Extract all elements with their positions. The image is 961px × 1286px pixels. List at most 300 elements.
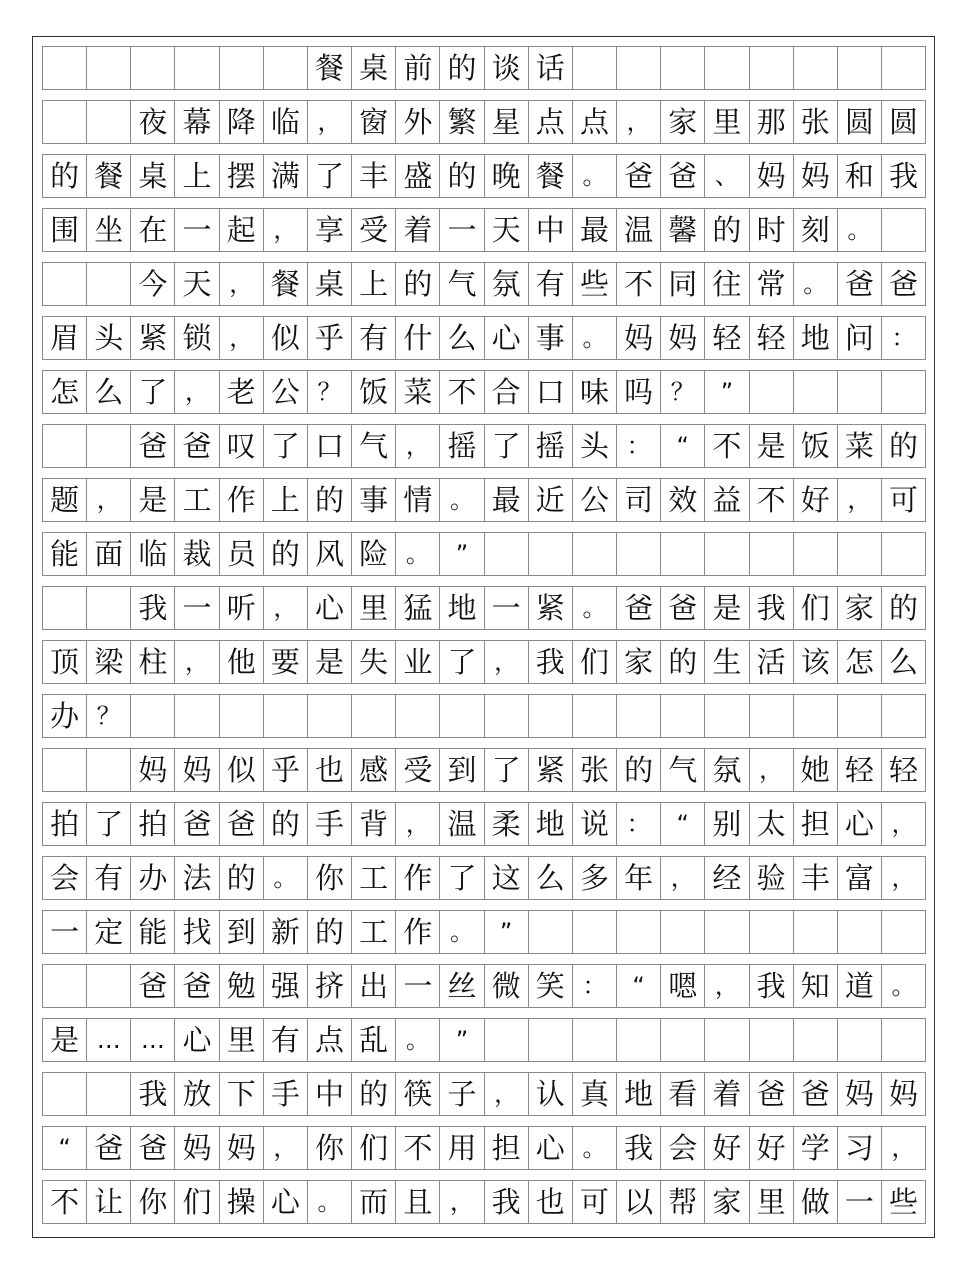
grid-cell: 。 [264,857,308,899]
grid-cell: 口 [308,425,352,467]
grid-cell: 法 [175,857,219,899]
grid-cell: 紧 [529,587,573,629]
grid-cell: 了 [440,857,484,899]
text-row [42,208,926,252]
grid-cell: 。 [440,479,484,521]
grid-cell: 最 [485,479,529,521]
grid-cell: 是 [750,425,794,467]
grid-cell: 我 [485,1181,529,1223]
grid-cell: 圆 [882,101,926,143]
grid-cell [794,911,838,953]
grid-cell [43,47,87,89]
grid-cell [794,533,838,575]
grid-cell [838,1019,882,1061]
text-row [42,154,926,198]
grid-cell: 而 [352,1181,396,1223]
text-row [42,1180,926,1224]
grid-cell: 。 [573,1127,617,1169]
grid-cell: 可 [573,1181,617,1223]
grid-cell: 妈 [882,1073,926,1115]
grid-cell: 妈 [175,1127,219,1169]
grid-cell [529,911,573,953]
grid-cell: 地 [440,587,484,629]
grid-cell: 会 [661,1127,705,1169]
grid-cell [750,1019,794,1061]
grid-cell: ， [220,317,264,359]
grid-cell [43,965,87,1007]
grid-cell [661,1019,705,1061]
grid-cell [882,209,926,251]
grid-cell [882,1019,926,1061]
grid-cell: 乎 [308,317,352,359]
grid-cell: ？ [661,371,705,413]
grid-cell: 一 [175,209,219,251]
grid-cell [264,47,308,89]
grid-cell: 手 [308,803,352,845]
grid-cell [838,371,882,413]
grid-cell: 丰 [794,857,838,899]
text-row [42,802,926,846]
grid-cell: 丝 [440,965,484,1007]
grid-cell: 里 [220,1019,264,1061]
grid-cell [838,911,882,953]
grid-cell: 有 [264,1019,308,1061]
grid-cell: 。 [794,263,838,305]
grid-cell [485,1019,529,1061]
grid-cell [573,47,617,89]
grid-cell: 菜 [838,425,882,467]
grid-cell: ， [750,749,794,791]
grid-cell: ： [617,425,661,467]
grid-cell: 找 [175,911,219,953]
grid-cell: ， [175,371,219,413]
grid-cell: 。 [838,209,882,251]
grid-cell: 妈 [750,155,794,197]
grid-cell [43,587,87,629]
grid-cell: 不 [750,479,794,521]
grid-cell [750,695,794,737]
grid-cell: 气 [661,749,705,791]
grid-cell: 柱 [131,641,175,683]
grid-cell: 看 [661,1073,705,1115]
grid-cell: 一 [485,587,529,629]
grid-cell [661,47,705,89]
grid-cell: 办 [131,857,175,899]
grid-cell: 心 [308,587,352,629]
grid-cell: ， [175,641,219,683]
grid-cell: 做 [794,1181,838,1223]
grid-cell: 上 [352,263,396,305]
grid-cell: 合 [485,371,529,413]
grid-cell: 活 [750,641,794,683]
grid-cell: 习 [838,1127,882,1169]
grid-cell [573,911,617,953]
grid-cell: 年 [617,857,661,899]
grid-cell [794,695,838,737]
grid-cell: 且 [396,1181,440,1223]
grid-cell: 乎 [264,749,308,791]
grid-cell [794,1019,838,1061]
grid-cell: 以 [617,1181,661,1223]
grid-cell: 作 [396,911,440,953]
grid-cell: 地 [529,803,573,845]
grid-cell [87,965,131,1007]
grid-cell [750,911,794,953]
grid-cell [175,695,219,737]
text-row [42,316,926,360]
grid-cell: 口 [529,371,573,413]
grid-cell: 妈 [175,749,219,791]
grid-cell: 这 [485,857,529,899]
grid-cell: 了 [485,425,529,467]
grid-cell: 的 [308,479,352,521]
grid-cell [485,533,529,575]
grid-cell: 效 [661,479,705,521]
grid-cell: ： [617,803,661,845]
grid-cell: ” [440,533,484,575]
grid-cell: 了 [131,371,175,413]
text-row [42,478,926,522]
grid-cell: 一 [440,209,484,251]
grid-cell: 轻 [882,749,926,791]
grid-cell: 享 [308,209,352,251]
text-row [42,370,926,414]
grid-cell: 么 [440,317,484,359]
grid-cell: 饭 [794,425,838,467]
grid-cell: 拍 [131,803,175,845]
grid-cell: 刻 [794,209,838,251]
grid-cell: 我 [617,1127,661,1169]
grid-cell: 不 [617,263,661,305]
grid-cell: 益 [705,479,749,521]
grid-cell: 多 [573,857,617,899]
grid-cell: 感 [352,749,396,791]
grid-cell: 心 [838,803,882,845]
grid-cell: 心 [264,1181,308,1223]
grid-cell: … [131,1019,175,1061]
grid-cell: 梁 [87,641,131,683]
grid-cell: 太 [750,803,794,845]
grid-cell: 轻 [705,317,749,359]
grid-cell: 地 [617,1073,661,1115]
grid-cell: 张 [573,749,617,791]
text-row [42,964,926,1008]
grid-cell: 妈 [220,1127,264,1169]
grid-cell: 强 [264,965,308,1007]
grid-cell: 摇 [440,425,484,467]
grid-cell [617,911,661,953]
grid-cell: ： [882,317,926,359]
grid-cell: 话 [529,47,573,89]
grid-cell [87,587,131,629]
grid-cell: 爸 [131,425,175,467]
grid-cell [838,533,882,575]
grid-cell: 的 [43,155,87,197]
text-row [42,424,926,468]
grid-cell: 怎 [838,641,882,683]
grid-cell: 放 [175,1073,219,1115]
grid-cell: 叹 [220,425,264,467]
grid-cell: 味 [573,371,617,413]
grid-cell: 你 [131,1181,175,1223]
grid-cell: 险 [352,533,396,575]
grid-cell: “ [661,803,705,845]
grid-cell: 我 [882,155,926,197]
grid-cell: 张 [794,101,838,143]
grid-cell: 到 [440,749,484,791]
grid-cell: 可 [882,479,926,521]
text-row [42,586,926,630]
grid-cell: 中 [529,209,573,251]
grid-cell: 爸 [794,1073,838,1115]
grid-cell: 时 [750,209,794,251]
grid-cell: 心 [529,1127,573,1169]
grid-cell: 那 [750,101,794,143]
grid-cell: 餐 [308,47,352,89]
grid-cell: 在 [131,209,175,251]
grid-cell: 家 [617,641,661,683]
grid-cell [87,749,131,791]
grid-cell: 一 [838,1181,882,1223]
grid-cell: 司 [617,479,661,521]
grid-cell [87,101,131,143]
grid-cell: 爸 [131,965,175,1007]
grid-cell: 爸 [175,965,219,1007]
grid-cell: 的 [617,749,661,791]
grid-cell: ， [264,587,308,629]
grid-cell: 员 [220,533,264,575]
grid-cell [220,695,264,737]
grid-cell: 轻 [750,317,794,359]
grid-cell [43,101,87,143]
grid-cell: 饭 [352,371,396,413]
grid-cell [396,695,440,737]
grid-cell: 微 [485,965,529,1007]
grid-cell [131,695,175,737]
grid-cell: 点 [529,101,573,143]
grid-cell: 。 [573,587,617,629]
grid-cell: 里 [705,101,749,143]
grid-cell: 菜 [396,371,440,413]
grid-cell: ， [264,1127,308,1169]
grid-cell [705,911,749,953]
grid-cell: 担 [794,803,838,845]
grid-cell: 爸 [617,587,661,629]
grid-cell [705,695,749,737]
grid-cell: 我 [131,587,175,629]
grid-cell: 子 [440,1073,484,1115]
grid-cell: 笑 [529,965,573,1007]
grid-cell: 有 [529,263,573,305]
grid-cell: 操 [220,1181,264,1223]
grid-cell: ， [661,857,705,899]
grid-cell: 的 [440,155,484,197]
grid-cell: 气 [440,263,484,305]
grid-cell [794,47,838,89]
grid-cell: 的 [882,425,926,467]
grid-cell: 别 [705,803,749,845]
grid-cell: 似 [220,749,264,791]
grid-cell: 她 [794,749,838,791]
grid-cell: 学 [794,1127,838,1169]
grid-cell [264,695,308,737]
grid-cell: ？ [308,371,352,413]
grid-cell: 下 [220,1073,264,1115]
grid-cell [308,695,352,737]
grid-cell [794,371,838,413]
grid-cell: 让 [87,1181,131,1223]
grid-cell: 的 [661,641,705,683]
grid-cell: ， [838,479,882,521]
grid-cell: 了 [87,803,131,845]
grid-cell: 用 [440,1127,484,1169]
grid-cell: 。 [396,533,440,575]
grid-cell [87,47,131,89]
grid-cell: 家 [705,1181,749,1223]
grid-cell: 不 [396,1127,440,1169]
grid-cell: ， [882,1127,926,1169]
grid-cell: 们 [794,587,838,629]
grid-cell: 同 [661,263,705,305]
grid-cell: 气 [352,425,396,467]
grid-cell: … [87,1019,131,1061]
grid-cell: 能 [43,533,87,575]
grid-cell: 的 [220,857,264,899]
grid-cell [220,47,264,89]
grid-cell: 不 [43,1181,87,1223]
grid-cell: 的 [264,533,308,575]
manuscript-grid [42,46,926,1234]
grid-cell: ” [705,371,749,413]
grid-cell: 夜 [131,101,175,143]
grid-cell: 受 [352,209,396,251]
grid-cell: “ [617,965,661,1007]
grid-cell: 桌 [131,155,175,197]
grid-cell: ， [882,857,926,899]
grid-cell [617,533,661,575]
grid-cell: 作 [396,857,440,899]
grid-cell: 一 [43,911,87,953]
grid-cell: 家 [838,587,882,629]
grid-cell: 听 [220,587,264,629]
grid-cell: 什 [396,317,440,359]
grid-cell: 一 [396,965,440,1007]
grid-cell [661,533,705,575]
text-row [42,1072,926,1116]
grid-cell: 乱 [352,1019,396,1061]
grid-cell [529,1019,573,1061]
grid-cell: 一 [175,587,219,629]
grid-cell: 点 [308,1019,352,1061]
grid-cell: 幕 [175,101,219,143]
grid-cell: 摆 [220,155,264,197]
grid-cell: 着 [705,1073,749,1115]
grid-cell [573,1019,617,1061]
grid-cell: 我 [529,641,573,683]
grid-cell [882,695,926,737]
grid-cell: 顶 [43,641,87,683]
grid-cell [661,695,705,737]
text-row [42,100,926,144]
grid-cell: 筷 [396,1073,440,1115]
grid-cell [529,695,573,737]
grid-cell [882,47,926,89]
text-row [42,856,926,900]
grid-cell: ， [308,101,352,143]
grid-cell: ： [573,965,617,1007]
grid-cell: 风 [308,533,352,575]
grid-cell [43,1073,87,1115]
grid-cell: 道 [838,965,882,1007]
grid-cell: 心 [175,1019,219,1061]
grid-cell: 到 [220,911,264,953]
grid-cell: 题 [43,479,87,521]
grid-cell: 嗯 [661,965,705,1007]
grid-cell: 妈 [794,155,838,197]
grid-cell: 往 [705,263,749,305]
grid-cell [617,695,661,737]
grid-cell [43,263,87,305]
grid-cell: 挤 [308,965,352,1007]
grid-cell: 吗 [617,371,661,413]
grid-cell: 爸 [838,263,882,305]
grid-cell: “ [43,1127,87,1169]
grid-cell: 该 [794,641,838,683]
grid-cell: 地 [794,317,838,359]
grid-cell: 真 [573,1073,617,1115]
grid-cell: 们 [573,641,617,683]
grid-cell: 的 [705,209,749,251]
grid-cell: 受 [396,749,440,791]
grid-cell: 我 [750,587,794,629]
grid-cell: 些 [882,1181,926,1223]
grid-cell: 会 [43,857,87,899]
grid-cell: 今 [131,263,175,305]
grid-cell: 紧 [529,749,573,791]
grid-cell: 的 [308,911,352,953]
grid-cell [882,533,926,575]
grid-cell: 。 [573,317,617,359]
grid-cell [352,695,396,737]
grid-cell: 近 [529,479,573,521]
grid-cell: 背 [352,803,396,845]
grid-cell: 着 [396,209,440,251]
grid-cell: 说 [573,803,617,845]
grid-cell: ， [440,1181,484,1223]
grid-cell: ， [396,425,440,467]
grid-cell: 验 [750,857,794,899]
grid-cell: 前 [396,47,440,89]
grid-cell: 温 [440,803,484,845]
grid-cell: 、 [705,155,749,197]
grid-cell: 圆 [838,101,882,143]
grid-cell: 天 [175,263,219,305]
grid-cell: 面 [87,533,131,575]
grid-cell: 富 [838,857,882,899]
grid-cell: 外 [396,101,440,143]
text-row [42,748,926,792]
grid-cell [573,695,617,737]
grid-cell [43,749,87,791]
grid-cell: 出 [352,965,396,1007]
grid-cell: 餐 [529,155,573,197]
grid-cell: 好 [794,479,838,521]
grid-cell: 是 [705,587,749,629]
grid-cell: 帮 [661,1181,705,1223]
grid-cell: 了 [485,749,529,791]
grid-cell: 也 [529,1181,573,1223]
grid-cell: 繁 [440,101,484,143]
